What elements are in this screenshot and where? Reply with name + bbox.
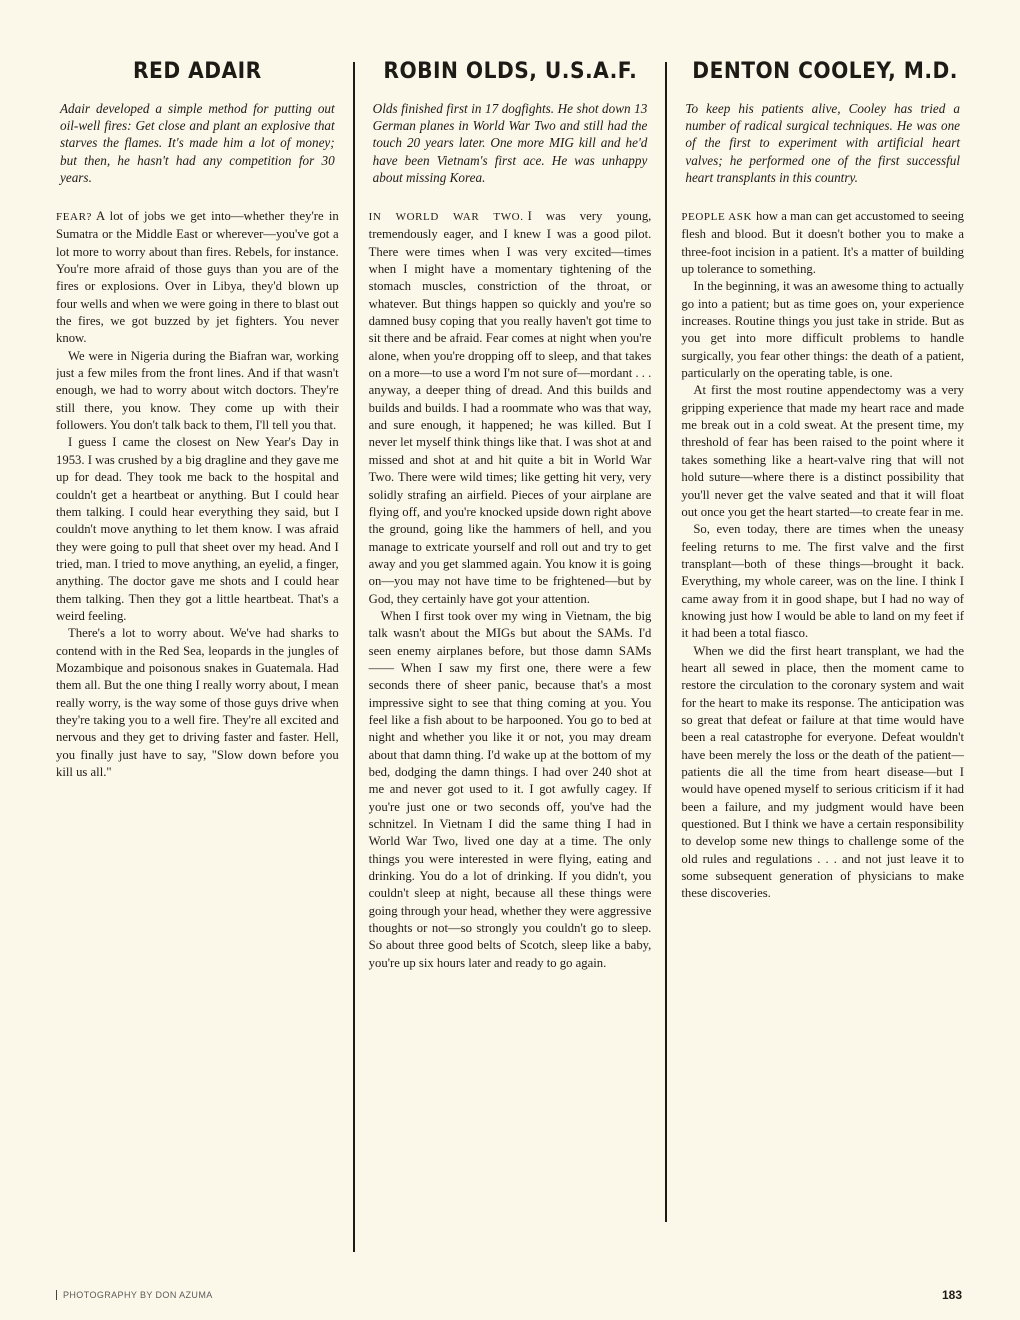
- body-paragraph: There's a lot to worry about. We've had sharks to contend with in the Red Sea, leopards in the jungles of Mozambique and poisonous snakes in Guatemala. Had them all. But the one thing I really worry about, I mean really worry, is the way some of those guys drive when they're taking you to a well fire. They're all excited and nervous and they get to driving faster and faster. Hell, you finally just have to say, "Slow down before you kill us all.": [56, 626, 339, 780]
- article-intro: Olds finished first in 17 dogfights. He shot down 13 German planes in World War Two and still had the touch 20 years later. One more MIG kill and he'd have been Vietnam's first ace. He was unhappy about missing Korea.: [372, 101, 648, 185]
- article-body: [369, 208, 652, 972]
- article-title: DENTON COOLEY, M.D.: [692, 59, 959, 84]
- lead-in: FEAR?: [56, 211, 92, 224]
- page-footer: [56, 1288, 964, 1308]
- body-paragraph: When I first took over my wing in Vietnam, the big talk wasn't about the MIGs but about the SAMs. I'd seen enemy airplanes before, but those damn SAMs—— When I saw my first one, there were a few seconds there of sheer panic, because that's a most impressive sight to see that thing coming at you. You feel like a fish about to be harpooned. You go to bed at night and whether you like it or not, you may dream about that damn thing. I'd wake up at the bottom of my bed, dodging the damn things. I had over 240 shot at me and never got used to it. I got awfully cagey. If you're just one or two seconds off, you've had the schnitzel. In Vietnam I did the same thing I had in World War Two, lived one day at a time. The only things you were interested in were flying, eating and drinking. You do a lot of drinking. If you didn't, you couldn't sleep at night, because all these things were going through your head, whether they were aggressive thoughts or not—so strongly you couldn't go to sleep. So about three good belts of Scotch, sleep like a baby, you're up six hours later and ready to go again.: [368, 608, 652, 970]
- lead-in: IN WORLD WAR TWO.: [368, 211, 524, 224]
- body-paragraph: PEOPLE ASK how a man can get accustomed to seeing flesh and blood. But it doesn't bother you to make a three-foot incision in a patient. It's a matter of building up tolerance to something.: [681, 209, 965, 277]
- photo-credit: PHOTOGRAPHY BY DON AZUMA: [56, 1290, 213, 1300]
- article-body: [681, 208, 964, 903]
- article-title: ROBIN OLDS, U.S.A.F.: [383, 59, 637, 84]
- body-paragraph: So, even today, there are times when the uneasy feeling returns to me. The first valve and the first transplant—both of these things—brought it back. Everything, my whole career, was on the line. I think I came away from it in good shape, but I had no way of knowing just how I would be able to land on my feet if it had been a total fiasco.: [681, 522, 965, 641]
- column-robin-olds: [361, 58, 660, 1238]
- article-intro: Adair developed a simple method for putting out oil-well fires: Get close and plant an explosive that starves the flames. It's made him a lot of money; but then, he hasn't had any competition for 30 years.: [60, 101, 335, 185]
- column-divider: [665, 62, 667, 1222]
- body-paragraph: In the beginning, it was an awesome thing to actually go into a patient; but as time goes on, your experience increases. Routine things you just take in stride. But as you get into more difficult problems to handle surgically, you fear other things: the death of a patient, particularly on the operating table, is one.: [681, 279, 965, 381]
- column-divider: [353, 62, 355, 1252]
- body-paragraph: IN WORLD WAR TWO. I was very young, tremendously eager, and I knew I was a good pilot. There were times when I was very excited—times when I might have a momentary tightening of the stomach muscles, constriction of the throat, or whatever. But things happen so quickly and you're so damned busy coping that you really haven't got time to sit there and be afraid. Fear comes at night when you're alone, when you're dropping off to sleep, and that takes on a more—to use a word I'm not sure of—mordant . . . anyway, a deeper thing of dread. And this builds and builds and builds. I had a roommate who was that way, and sure enough, it happened; he was killed. But I never let myself think things like that. I was shot at and missed and shot at and hit quite a bit in World War Two. There were wild times; like getting hit very, very solidly strafing an airfield. Pieces of your airplane are flying off, and you're knocked upside down right above the ground, going like the hammers of hell, and you manage to extricate yourself and roll out and try to get away and you get slammed again. You know it is going on—you may not have time to be frightened—but by God, they certainly have got your attention.: [368, 209, 652, 606]
- article-title: RED ADAIR: [133, 59, 262, 84]
- body-paragraph: I guess I came the closest on New Year's Day in 1953. I was crushed by a big dragline and they gave me up for dead. They took me back to the hospital and couldn't get a heartbeat or anything. But I could hear them talking. I could hear everything they said, but I couldn't move anything to let them know. I was afraid they were going to pull that sheet over my head. And I tried, man. I tried to move anything, an eyelid, a finger, anything. The doctor gave me shots and I could hear them talking. Then they got a little heartbeat. That's a weird feeling.: [56, 435, 339, 623]
- magazine-page: [56, 58, 964, 1308]
- column-red-adair: [56, 58, 347, 1238]
- article-body: [56, 208, 339, 781]
- article-intro: To keep his patients alive, Cooley has tried a number of radical surgical techniques. He was one of the first to experiment with artificial heart valves; he performed one of the first successful heart transplants in this country.: [685, 101, 961, 185]
- page-number: 183: [941, 1288, 962, 1302]
- body-paragraph: When we did the first heart transplant, we had the heart all sewed in place, then the moment came to restore the circulation to the coronary system and wait for the heart to make its response. The anticipation was so great that defeat or failure at that time would have been a real catastrophe for everyone. Defeat wouldn't have been merely the loss or the death of the patient—patients die all the time from heart disease—but I would have opened myself to serious criticism if it had been a failure, and my judgment would have been questioned. But I think we have a certain responsibility to develop some new things to challenge some of the old rules and regulations . . . and not just leave it to some subsequent generation of physicians to make these discoveries.: [681, 643, 965, 901]
- body-paragraph: At first the most routine appendectomy was a very gripping experience that made my heart race and made me break out in a cold sweat. At the present time, my threshold of fear has been raised to the point where it takes something like a heart-valve ring that will not hold suture—where there is a distinct possibility that you'll never get the valve seated and that it will float out once you get the heart started—to create fear in me.: [681, 383, 965, 519]
- column-denton-cooley: [673, 58, 964, 1238]
- article-columns: [56, 58, 964, 1238]
- lead-in: PEOPLE ASK: [681, 211, 753, 224]
- body-paragraph: FEAR? A lot of jobs we get into—whether they're in Sumatra or the Middle East or wherever—you've got a lot more to worry about than fires. Rebels, for instance. You're more afraid of those guys than you are of the fires or explosions. Over in Libya, they'd blown up four wells and when we were going in there to blast out the fires, we got buzzed by jet fighters. You never know.: [56, 209, 339, 346]
- body-paragraph: We were in Nigeria during the Biafran war, working just a few miles from the front lines. And if that wasn't enough, we had to worry about witch doctors. They're still there, you know. They come up with their followers. You don't talk back to them, I'll tell you that.: [56, 348, 339, 433]
